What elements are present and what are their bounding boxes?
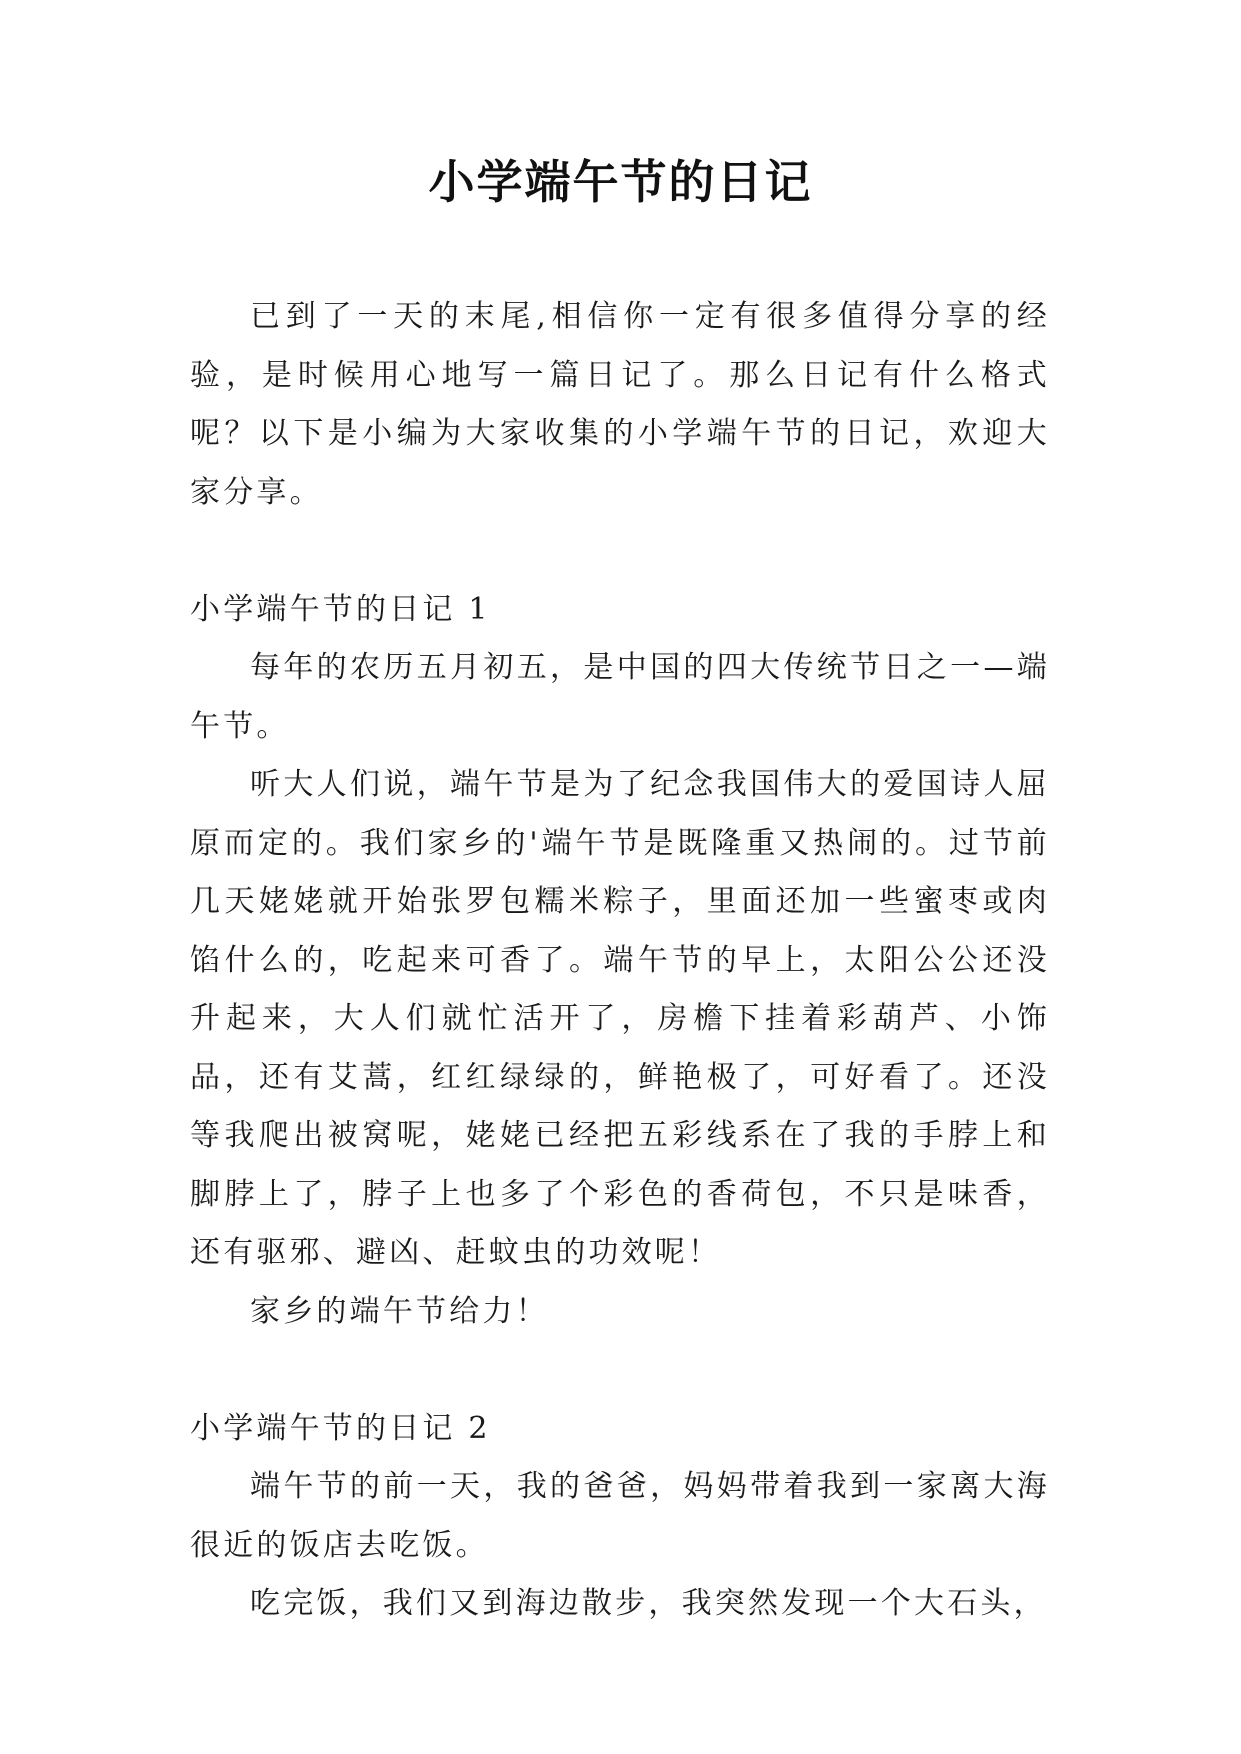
body-paragraph: 端午节的前一天，我的爸爸，妈妈带着我到一家离大海很近的饭店去吃饭。 xyxy=(190,1469,1050,1563)
body-paragraph: 吃完饭，我们又到海边散步，我突然发现一个大石头， xyxy=(250,1586,1047,1621)
section-heading: 小学端午节的日记 1 xyxy=(190,591,491,627)
diary-section-2 xyxy=(190,1400,1050,1634)
body-paragraph: 每年的农历五月初五，是中国的四大传统节日之一—端午节。 xyxy=(190,650,1050,744)
document-title: 小学端午节的日记 xyxy=(428,155,813,209)
section-heading: 小学端午节的日记 2 xyxy=(190,1410,491,1446)
body-paragraph: 家乡的端午节给力！ xyxy=(250,1293,549,1329)
document-body xyxy=(190,288,1050,1634)
intro-paragraph: 已到了一天的末尾,相信你一定有很多值得分享的经验，是时候用心地写一篇日记了。那么日记有什么格式呢？以下是小编为大家收集的小学端午节的日记，欢迎大家分享。 xyxy=(190,299,1050,510)
section-gap xyxy=(190,1341,1050,1400)
body-paragraph: 听大人们说，端午节是为了纪念我国伟大的爱国诗人屈原而定的。我们家乡的'端午节是既隆重又热闹的。过节前几天姥姥就开始张罗包糯米粽子，里面还加一些蜜枣或肉馅什么的，吃起来可香了。端午节的早上，太阳公公还没升起来，大人们就忙活开了，房檐下挂着彩葫芦、小饰品，还有艾蒿，红红绿绿的，鲜艳极了，可好看了。还没等我爬出被窝呢，姥姥已经把五彩线系在了我的手脖上和脚脖上了，脖子上也多了个彩色的香荷包，不只是味香，还有驱邪、避凶、赶蚊虫的功效呢！ xyxy=(190,767,1050,1270)
diary-section-1 xyxy=(190,581,1050,1342)
section-gap xyxy=(190,522,1050,581)
